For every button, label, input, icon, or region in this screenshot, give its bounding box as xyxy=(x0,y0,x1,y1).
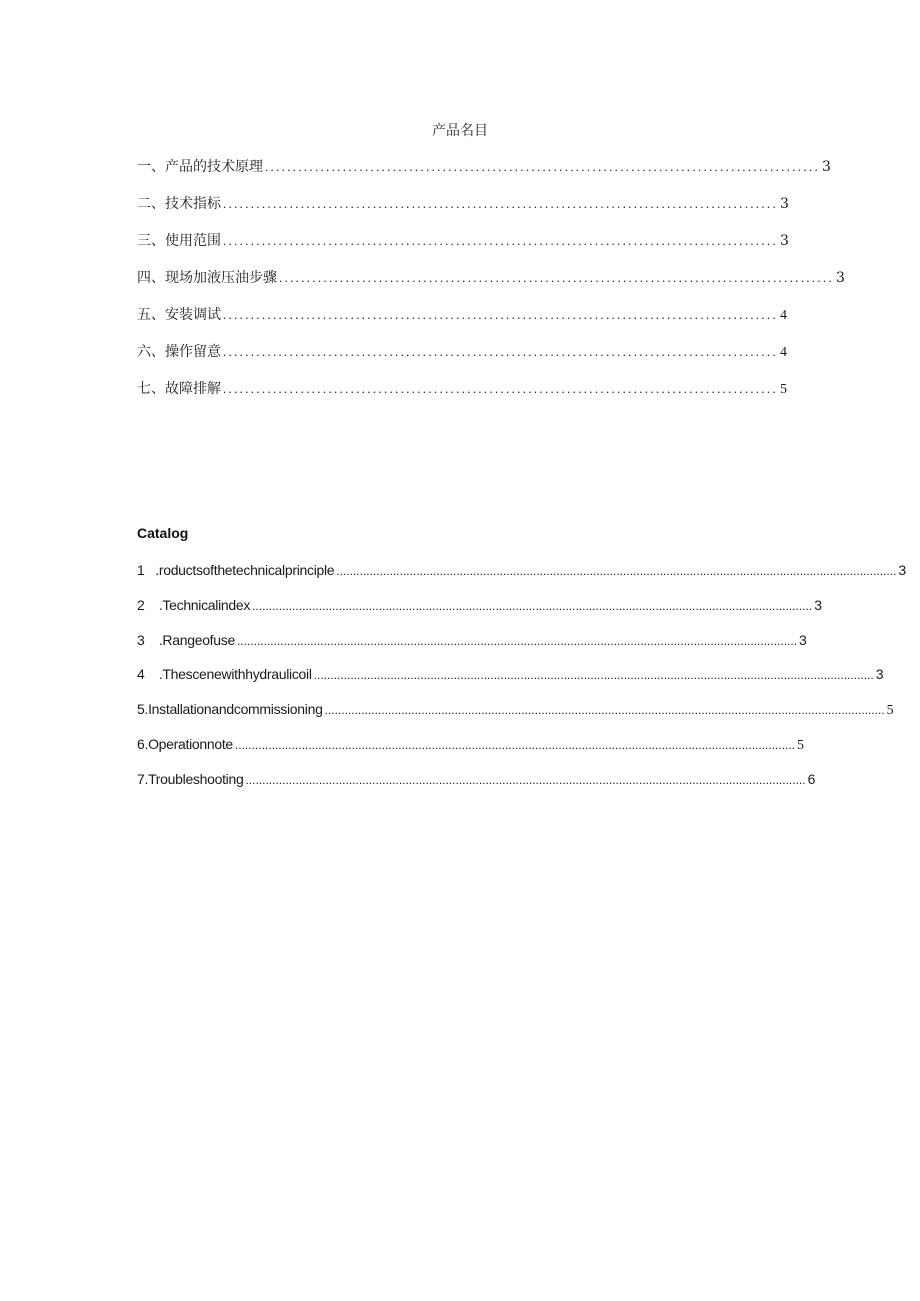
en-toc-entry-7[interactable] xyxy=(137,769,816,804)
toc-entry-label: 二、技术指标 xyxy=(137,196,221,212)
toc-entry-label: 三、使用范围 xyxy=(137,233,221,249)
cn-toc-entry-6[interactable] xyxy=(137,342,787,379)
toc-entry-page: 5 xyxy=(780,382,787,397)
en-toc-list xyxy=(137,560,906,804)
en-toc-entry-3[interactable] xyxy=(137,630,807,665)
dot-leader: ........................................................................................................................................................................ xyxy=(336,564,897,578)
toc-entry-page: 3 xyxy=(898,562,906,578)
dot-leader: .................................................................................................... xyxy=(223,307,778,322)
dot-leader: ........................................................................................................................................................................ xyxy=(313,668,874,683)
dot-leader: .................................................................................................... xyxy=(265,159,820,174)
toc-entry-label: 3 .Rangeofuse xyxy=(137,631,235,648)
toc-entry-page: 3 xyxy=(780,233,789,249)
dot-leader: .................................................................................................... xyxy=(223,344,778,359)
dot-leader: ........................................................................................................................................................................ xyxy=(234,737,796,752)
toc-entry-label: 5.Installationandcommissioning xyxy=(137,701,323,718)
cn-toc-entry-1[interactable] xyxy=(137,157,831,194)
en-toc-entry-5[interactable] xyxy=(137,699,894,734)
toc-entry-label: 四、现场加液压油步骤 xyxy=(137,270,277,286)
toc-entry-page: 4 xyxy=(780,308,787,323)
toc-entry-page: 3 xyxy=(875,666,884,683)
toc-entry-label: 6.Operationnote xyxy=(137,735,233,752)
toc-entry-page: 4 xyxy=(780,345,787,360)
toc-entry-label: 一、产品的技术原理 xyxy=(137,159,263,175)
en-toc-entry-6[interactable] xyxy=(137,734,804,769)
cn-toc-entry-4[interactable] xyxy=(137,268,845,305)
en-toc-entry-2[interactable] xyxy=(137,595,822,630)
cn-toc-entry-2[interactable] xyxy=(137,194,789,231)
toc-entry-label: 2 .Technicalindex xyxy=(137,596,251,613)
dot-leader: .................................................................................................... xyxy=(223,196,778,211)
toc-entry-page: 3 xyxy=(814,596,822,613)
toc-entry-page: 5 xyxy=(797,737,804,753)
cn-toc-entry-7[interactable] xyxy=(137,379,787,416)
toc-entry-label: 4 .Thescenewithhydraulicoil xyxy=(137,666,312,683)
dot-leader: ........................................................................................................................................................................ xyxy=(252,598,813,613)
en-toc-entry-4[interactable] xyxy=(137,664,884,699)
dot-leader: .................................................................................................... xyxy=(223,233,778,248)
toc-entry-label: 六、操作留意 xyxy=(137,344,221,360)
toc-entry-page: 3 xyxy=(799,631,807,648)
toc-entry-page: 6 xyxy=(807,770,816,787)
toc-entry-page: 3 xyxy=(822,159,831,175)
dot-leader: .................................................................................................... xyxy=(223,381,778,396)
cn-toc-entry-3[interactable] xyxy=(137,231,789,268)
dot-leader: ........................................................................................................................................................................ xyxy=(324,703,885,718)
toc-entry-label: 五、安装调试 xyxy=(137,307,221,323)
cn-toc-list xyxy=(137,157,845,416)
dot-leader: ........................................................................................................................................................................ xyxy=(245,772,806,787)
cn-toc-title: 产品名目 xyxy=(432,123,488,139)
cn-toc-entry-5[interactable] xyxy=(137,305,787,342)
en-toc-entry-1[interactable] xyxy=(137,560,906,595)
toc-entry-label: 七、故障排解 xyxy=(137,381,221,397)
toc-entry-label: 7.Troubleshooting xyxy=(137,770,244,787)
toc-entry-page: 5 xyxy=(886,703,894,719)
toc-entry-page: 3 xyxy=(780,196,789,212)
en-toc-title: Catalog xyxy=(137,525,189,541)
dot-leader: .................................................................................................... xyxy=(279,270,834,285)
toc-entry-label: 1 .roductsofthetechnicalprinciple xyxy=(137,562,335,578)
dot-leader: ........................................................................................................................................................................ xyxy=(236,633,798,648)
toc-entry-page: 3 xyxy=(836,270,845,286)
